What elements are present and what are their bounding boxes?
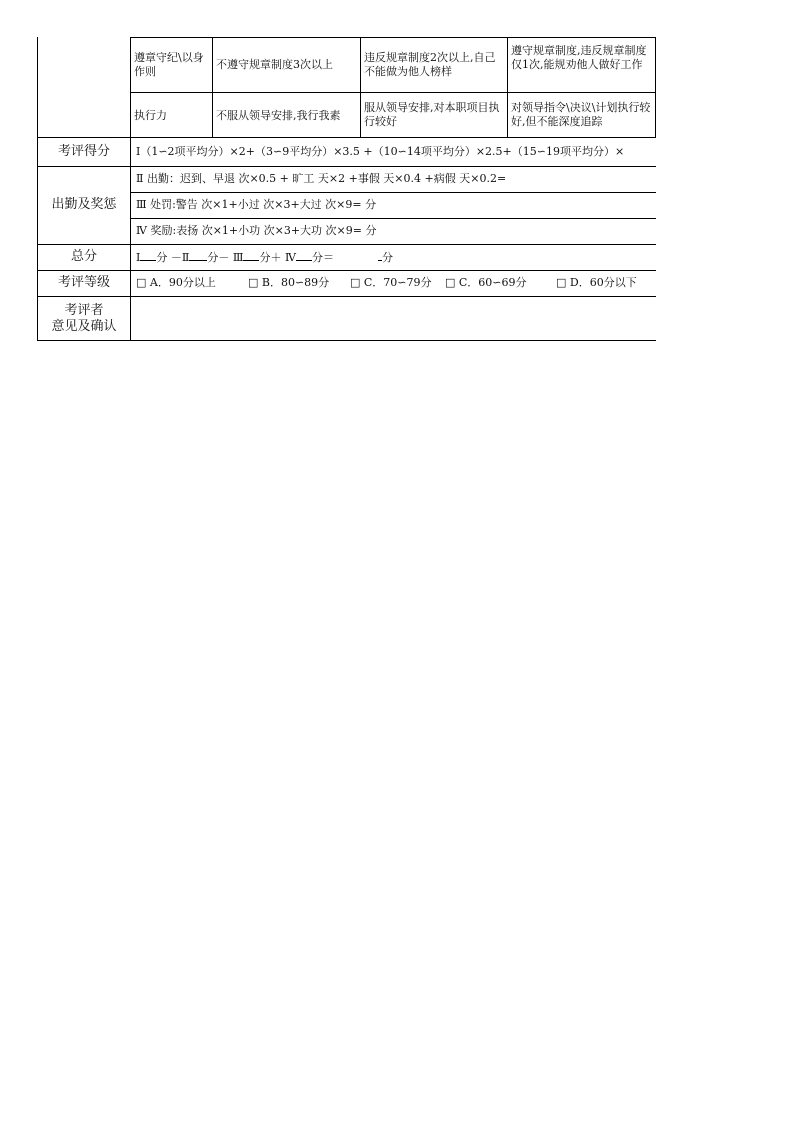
criteria-level2: 违反规章制度2次以上,自己不能做为他人榜样 bbox=[364, 51, 496, 78]
total-part: 分 bbox=[381, 251, 393, 264]
rule bbox=[655, 37, 656, 138]
total-label: 总分 bbox=[70, 249, 97, 264]
grade-option-b[interactable]: □ B．80∽89分 bbox=[248, 276, 330, 289]
total-part: 分－ Ⅲ bbox=[207, 251, 244, 264]
rule bbox=[130, 92, 656, 93]
criteria-level2: 服从领导安排,对本职项目执行较好 bbox=[364, 101, 500, 128]
criteria-item: 执行力 bbox=[134, 109, 167, 122]
grade-option-d[interactable]: □ D．60分以下 bbox=[556, 276, 637, 289]
grade-option-a[interactable]: □ A．90分以上 bbox=[136, 276, 216, 289]
blank-field[interactable] bbox=[189, 250, 207, 261]
penalty-line: Ⅲ 处罚:警告 次×1+小过 次×3+大过 次×9= 分 bbox=[136, 198, 377, 211]
total-part: 分＋ Ⅳ bbox=[259, 251, 296, 264]
blank-field[interactable] bbox=[140, 250, 156, 261]
score-label: 考评得分 bbox=[57, 144, 110, 159]
rule bbox=[130, 37, 131, 341]
attendance-label: 出勤及奖惩 bbox=[51, 197, 117, 212]
grade-label: 考评等级 bbox=[57, 275, 110, 290]
rule bbox=[507, 37, 508, 138]
criteria-level1: 不遵守规章制度3次以上 bbox=[216, 58, 333, 71]
grade-option-c1[interactable]: □ C．70∽79分 bbox=[350, 276, 432, 289]
criteria-level1: 不服从领导安排,我行我素 bbox=[216, 109, 341, 122]
criteria-level3: 遵守规章制度,违反规章制度仅1次,能规劝他人做好工作 bbox=[511, 44, 647, 71]
grade-option-c2[interactable]: □ C．60∽69分 bbox=[445, 276, 527, 289]
opinion-label-line2: 意见及确认 bbox=[51, 319, 117, 334]
rule bbox=[37, 37, 38, 341]
rule bbox=[130, 37, 656, 38]
blank-field[interactable] bbox=[243, 250, 259, 261]
criteria-level3: 对领导指令\决议\计划执行较好,但不能深度追踪 bbox=[511, 101, 651, 128]
blank-field[interactable] bbox=[296, 250, 312, 261]
criteria-item: 遵章守纪\以身作则 bbox=[134, 51, 204, 78]
attendance-line: Ⅱ 出勤：迟到、早退 次×0.5 + 旷工 天×2 +事假 天×0.4 +病假 天×0.2= bbox=[136, 172, 507, 185]
total-part: Ⅰ bbox=[136, 251, 141, 264]
total-part: 分＝ bbox=[311, 251, 334, 264]
rule bbox=[212, 37, 213, 138]
rule bbox=[130, 218, 656, 219]
reward-line: Ⅳ 奖励:表扬 次×1+小功 次×3+大功 次×9= 分 bbox=[136, 224, 377, 237]
total-formula bbox=[136, 250, 393, 265]
rule bbox=[130, 192, 656, 193]
opinion-label-line1: 考评者 bbox=[64, 303, 104, 318]
rule bbox=[360, 37, 361, 138]
score-formula: Ⅰ（1∽2项平均分）×2+（3∽9平均分）×3.5 +（10∽14项平均分）×2.5+（15∽19项平均分）× bbox=[136, 145, 625, 158]
total-part: 分 －Ⅱ bbox=[156, 251, 190, 264]
opinion-field[interactable] bbox=[131, 297, 655, 340]
